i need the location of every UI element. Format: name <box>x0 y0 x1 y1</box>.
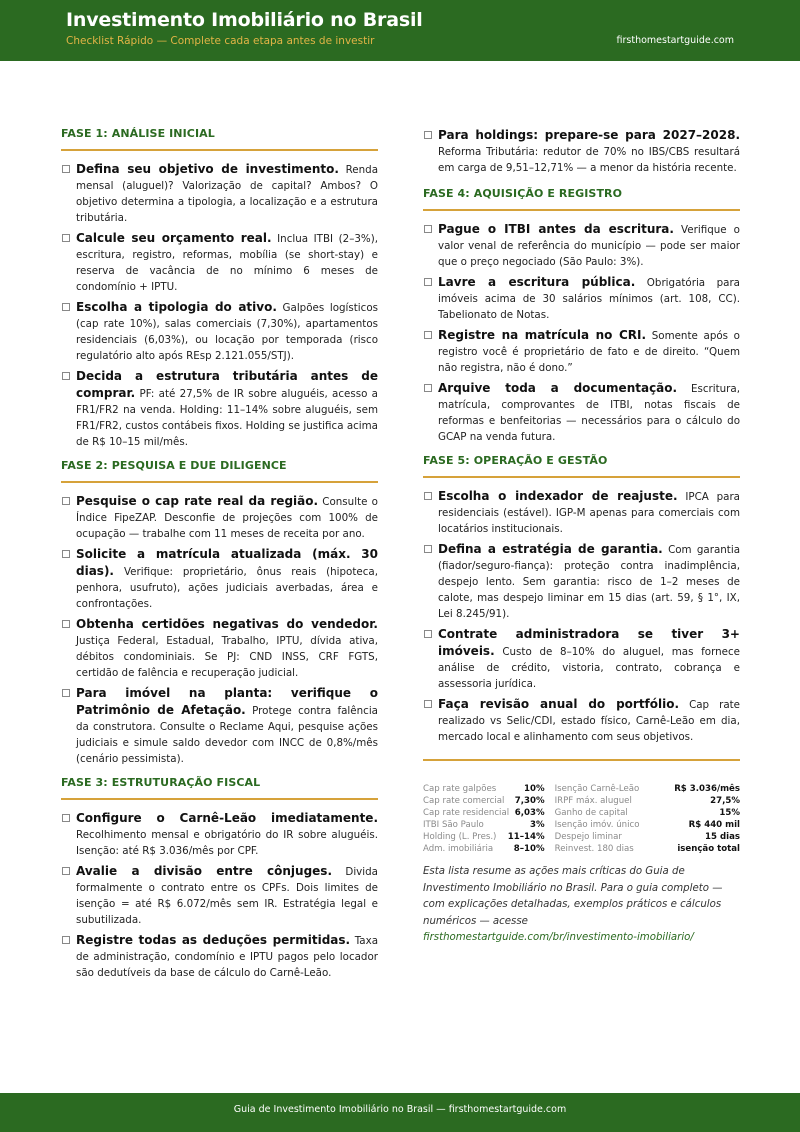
checkbox[interactable] <box>424 630 432 638</box>
checklist-item <box>423 488 740 537</box>
item-text: Recolhimento mensal e obrigatório do IR sobre aluguéis. Isenção: até R$ 3.036/mês por CPF. <box>76 829 378 857</box>
guide-link[interactable]: firsthomestartguide.com/br/investimento-imobiliario/ <box>423 932 694 943</box>
checklist-item <box>61 932 378 981</box>
checkbox[interactable] <box>424 278 432 286</box>
stat-row <box>555 807 740 819</box>
stat-row <box>555 831 740 843</box>
stat-label: ITBI São Paulo <box>423 820 484 830</box>
item-text: Reforma Tributária: redutor de 70% no IBS/CBS resultará em carga de 9,51–12,71% — a menor da história recente. <box>438 146 740 174</box>
checkbox[interactable] <box>62 165 70 173</box>
stat-value: 11–14% <box>507 832 545 842</box>
header-site-link[interactable]: firsthomestartguide.com <box>616 35 734 46</box>
item-heading: Defina a estratégia de garantia. <box>438 542 663 556</box>
checklist-item <box>61 616 378 681</box>
item-heading: Para imóvel na planta: verifique o Patrimônio de Afetação. <box>76 686 378 717</box>
item-heading: Pesquise o cap rate real da região. <box>76 494 319 508</box>
checklist-item <box>61 368 378 450</box>
phase-title: FASE 5: OPERAÇÃO E GESTÃO <box>423 454 740 478</box>
key-figures-table <box>423 783 740 855</box>
item-text: Galpões logísticos (cap rate 10%), salas comerciais (7,30%), apartamentos residenciais (6,03%), ou locação por temporada (risco regulatório alto após REsp 2.121.055/STJ). <box>76 302 378 362</box>
checklist-item <box>61 230 378 295</box>
checkbox[interactable] <box>424 492 432 500</box>
phase-5 <box>423 454 740 745</box>
note-text: Esta lista resume as ações mais críticas do Guia de Investimento Imobiliário no Brasil. Para o guia completo — com explicações detalhadas, exemplos práticos e cálculos numéricos — acesse <box>423 866 723 927</box>
item-heading: Contrate administradora se tiver 3+ imóveis. <box>438 627 740 658</box>
checkbox[interactable] <box>62 234 70 242</box>
stat-row <box>423 831 545 843</box>
item-text: Justiça Federal, Estadual, Trabalho, IPTU, dívida ativa, débitos condominiais. Se PJ: CND INSS, CRF FGTS, certidão de falência e recuperação judicial. <box>76 635 378 679</box>
checkbox[interactable] <box>62 814 70 822</box>
stat-row <box>555 843 740 855</box>
key-figures-column-1 <box>423 783 545 855</box>
stat-row <box>423 783 545 795</box>
checklist-item <box>61 299 378 364</box>
item-text: Com garantia (fiador/seguro-fiança): proteção contra inadimplência, despejo lento. Sem garantia: risco de 1–2 meses de calote, mas despejo liminar em 15 dias (art. 59, § 1°, IX, Lei 8.245/91). <box>438 544 741 620</box>
stat-label: IRPF máx. aluguel <box>554 796 632 806</box>
checkbox[interactable] <box>424 225 432 233</box>
stat-value: 7,30% <box>514 796 545 806</box>
checklist-item <box>423 127 740 176</box>
checklist-item <box>423 696 740 745</box>
item-heading: Obtenha certidões negativas do vendedor. <box>76 617 378 631</box>
phase-3-continued <box>423 127 740 176</box>
stat-label: Isenção imóv. único <box>554 820 640 830</box>
footer-text: Guia de Investimento Imobiliário no Brasil — firsthomestartguide.com <box>233 1104 567 1115</box>
item-heading: Escolha o indexador de reajuste. <box>438 489 678 503</box>
item-heading: Defina seu objetivo de investimento. <box>76 162 339 176</box>
checklist-item <box>423 380 740 445</box>
checkbox[interactable] <box>62 497 70 505</box>
checklist-item <box>423 626 740 692</box>
checkbox[interactable] <box>62 620 70 628</box>
checkbox[interactable] <box>62 867 70 875</box>
header-bar <box>0 0 800 61</box>
item-text: PF: até 27,5% de IR sobre aluguéis, acesso a FR1/FR2 na venda. Holding: 11–14% sobre aluguéis, sem FR1/FR2, custos contábeis fixos. Holding se justifica acima de R$ 10–15 mil/mês. <box>76 388 378 448</box>
item-heading: Calcule seu orçamento real. <box>76 231 272 245</box>
stat-value: 27,5% <box>710 796 740 806</box>
item-heading: Para holdings: prepare-se para 2027–2028. <box>438 128 740 142</box>
item-text: Taxa de administração, condomínio e IPTU pagos pelo locador são dedutíveis da base de cálculo do Carnê-Leão. <box>76 935 379 979</box>
checklist-item <box>423 274 740 323</box>
left-column <box>61 127 378 990</box>
item-text: Verifique o valor venal de referência do município — pode ser maior que o preço negociado (São Paulo: 3%). <box>438 224 740 268</box>
item-text: Protege contra falência da construtora. Consulte o Reclame Aqui, pesquise ações judiciais e simule saldo devedor com INCC de 0,8%/mês (cenário pessimista). <box>76 705 378 765</box>
phase-title: FASE 3: ESTRUTURAÇÃO FISCAL <box>61 776 378 800</box>
stat-value: R$ 440 mil <box>688 820 740 830</box>
item-heading: Solicite a matrícula atualizada (máx. 30 dias). <box>76 547 378 578</box>
checkbox[interactable] <box>62 689 70 697</box>
item-heading: Configure o Carnê-Leão imediatamente. <box>76 811 378 825</box>
stat-value: 8–10% <box>513 844 545 854</box>
item-text: Custo de 8–10% do aluguel, mas fornece análise de crédito, vistoria, contrato, cobrança e assessoria jurídica. <box>438 646 740 690</box>
stat-value: 15% <box>719 808 740 818</box>
phase-2 <box>61 459 378 767</box>
stat-label: Reinvest. 180 dias <box>554 844 634 854</box>
phase-title: FASE 2: PESQUISA E DUE DILIGENCE <box>61 459 378 483</box>
stat-row <box>423 807 545 819</box>
page-subtitle: Checklist Rápido — Complete cada etapa antes de investir <box>66 35 375 47</box>
checkbox[interactable] <box>424 384 432 392</box>
item-heading: Escolha a tipologia do ativo. <box>76 300 277 314</box>
item-heading: Lavre a escritura pública. <box>438 275 636 289</box>
stat-label: Isenção Carnê-Leão <box>554 784 640 794</box>
item-text: Somente após o registro você é proprietário de fato e de direito. “Quem não registra, não é dono.” <box>438 330 740 374</box>
stat-label: Despejo liminar <box>554 832 622 842</box>
item-text: Obrigatória para imóveis acima de 30 salários mínimos (art. 108, CC). Tabelionato de Notas. <box>438 277 740 321</box>
stat-label: Holding (L. Pres.) <box>423 832 497 842</box>
page-title: Investimento Imobiliário no Brasil <box>66 9 423 31</box>
item-text: Cap rate realizado vs Selic/CDI, estado físico, Carnê-Leão em dia, mercado local e alinhamento com seus objetivos. <box>438 699 741 743</box>
stat-row <box>555 795 740 807</box>
section-divider <box>423 759 740 761</box>
stat-label: Cap rate galpões <box>423 784 497 794</box>
phase-title: FASE 4: AQUISIÇÃO E REGISTRO <box>423 187 740 211</box>
item-heading: Registre na matrícula no CRI. <box>438 328 647 342</box>
right-column <box>423 127 740 947</box>
checkbox[interactable] <box>424 545 432 553</box>
checkbox[interactable] <box>424 700 432 708</box>
key-figures-column-2 <box>555 783 740 855</box>
checklist-item <box>423 327 740 376</box>
item-heading: Decida a estrutura tributária antes de comprar. <box>76 369 378 400</box>
phase-title: FASE 1: ANÁLISE INICIAL <box>61 127 378 151</box>
item-text: Inclua ITBI (2–3%), escritura, registro, reformas, mobília (se short-stay) e reserva de vacância de no mínimo 6 meses de condomínio + IPTU. <box>76 233 378 293</box>
phase-3 <box>61 776 378 981</box>
item-heading: Registre todas as deduções permitidas. <box>76 933 351 947</box>
checklist-item <box>61 685 378 767</box>
item-text: Verifique: proprietário, ônus reais (hipoteca, penhora, usufruto), ações judiciais averbadas, área e confrontações. <box>76 566 378 610</box>
stat-row <box>555 783 740 795</box>
item-heading: Pague o ITBI antes da escritura. <box>438 222 674 236</box>
checklist-item <box>61 161 378 226</box>
checklist-item <box>61 493 378 542</box>
item-heading: Faça revisão anual do portfólio. <box>438 697 680 711</box>
guide-note <box>423 864 740 947</box>
stat-label: Ganho de capital <box>554 808 628 818</box>
stat-row <box>423 795 545 807</box>
item-text: Divida formalmente o contrato entre os CPFs. Dois limites de isenção = até R$ 6.072/mês sem IR. Estratégia legal e subutilizada. <box>76 866 378 926</box>
stat-label: Cap rate comercial <box>423 796 505 806</box>
phase-4 <box>423 187 740 445</box>
stat-value: R$ 3.036/mês <box>674 784 740 794</box>
checklist-item <box>61 546 378 612</box>
checklist-item <box>423 221 740 270</box>
item-text: Escritura, matrícula, comprovantes de ITBI, notas fiscais de reformas e benfeitorias — necessários para o cálculo do GCAP na venda futura. <box>438 383 740 443</box>
stat-row <box>423 819 545 831</box>
item-heading: Arquive toda a documentação. <box>438 381 678 395</box>
checkbox[interactable] <box>424 131 432 139</box>
item-text: IPCA para residenciais (estável). IGP-M apenas para comerciais com locatários institucionais. <box>438 491 740 535</box>
stat-value: 6,03% <box>514 808 545 818</box>
stat-label: Adm. imobiliária <box>423 844 494 854</box>
checkbox[interactable] <box>62 550 70 558</box>
footer-bar <box>0 1093 800 1132</box>
stat-value: 10% <box>524 784 545 794</box>
stat-row <box>555 819 740 831</box>
item-text: Renda mensal (aluguel)? Valorização de capital? Ambos? O objetivo determina a tipologia, a localização e a estrutura tributária. <box>76 164 379 224</box>
checkbox[interactable] <box>62 936 70 944</box>
checkbox[interactable] <box>62 303 70 311</box>
stat-value: 3% <box>530 820 545 830</box>
checkbox[interactable] <box>424 331 432 339</box>
checklist-item <box>423 541 740 622</box>
item-heading: Avalie a divisão entre cônjuges. <box>76 864 332 878</box>
checklist-item <box>61 810 378 859</box>
item-text: Consulte o Índice FipeZAP. Desconfie de projeções com 100% de ocupação — trabalhe com 11 meses de receita por ano. <box>76 496 378 540</box>
stat-value: 15 dias <box>705 832 740 842</box>
stat-row <box>423 843 545 855</box>
stat-label: Cap rate residencial <box>423 808 510 818</box>
checklist-item <box>61 863 378 928</box>
stat-value: isenção total <box>677 844 740 854</box>
phase-1 <box>61 127 378 450</box>
checkbox[interactable] <box>62 372 70 380</box>
